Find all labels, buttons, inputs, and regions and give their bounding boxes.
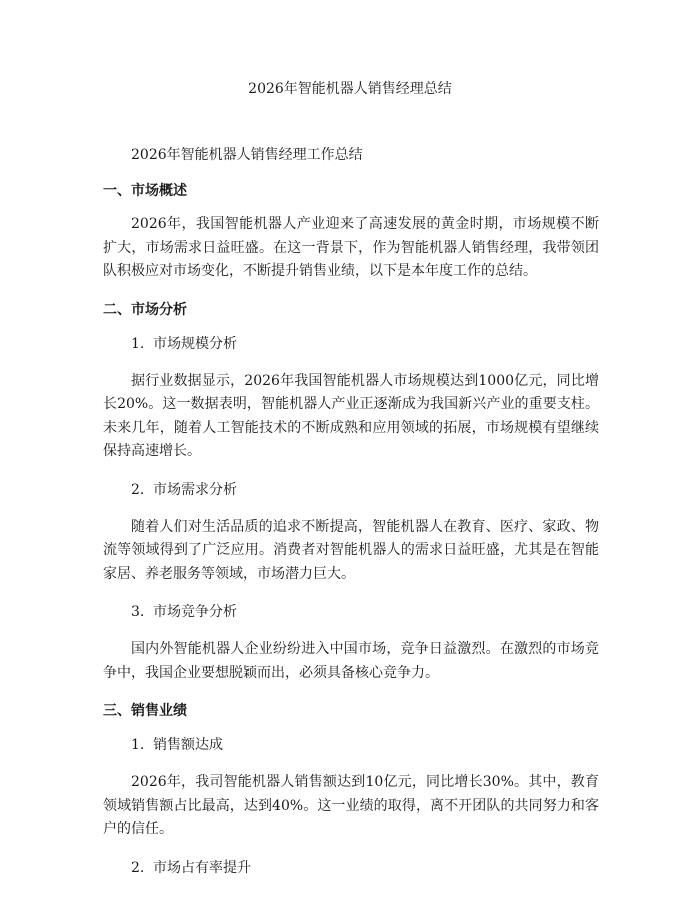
document-body bbox=[103, 143, 599, 894]
subheading-title: 市场占有率提升 bbox=[153, 859, 251, 876]
subheading-sales-achieved bbox=[103, 733, 599, 757]
subheading-number: 3. bbox=[131, 604, 145, 620]
paragraph-sales-achieved: 2026年，我司智能机器人销售额达到10亿元，同比增长30%。其中，教育领域销售额占比最高，达到40%。这一业绩的取得，离不开团队的共同努力和客户的信任。 bbox=[103, 774, 599, 837]
paragraph-market-competition: 国内外智能机器人企业纷纷进入中国市场，竞争日益激烈。在激烈的市场竞争中，我国企业要想脱颖而出，必须具备核心竞争力。 bbox=[103, 641, 599, 681]
document-subtitle: 2026年智能机器人销售经理工作总结 bbox=[131, 147, 363, 163]
subheading-number: 2. bbox=[131, 481, 145, 498]
subheading-market-demand bbox=[103, 478, 599, 502]
subheading-title: 市场需求分析 bbox=[153, 481, 237, 498]
subheading-title: 销售额达成 bbox=[153, 737, 223, 753]
paragraph-market-size: 据行业数据显示，2026年我国智能机器人市场规模达到1000亿元，同比增长20%。这一数据表明，智能机器人产业正逐渐成为我国新兴产业的重要支柱。未来几年，随着人工智能技术的不断成熟和应用领域的拓展，市场规模有望继续保持高速增长。 bbox=[103, 372, 599, 459]
subheading-title: 市场规模分析 bbox=[153, 335, 237, 352]
paragraph-market-demand: 随着人们对生活品质的追求不断提高，智能机器人在教育、医疗、家政、物流等领域得到了广泛应用。消费者对智能机器人的需求日益旺盛，尤其是在智能家居、养老服务等领域，市场潜力巨大。 bbox=[103, 518, 599, 582]
paragraph-market-overview: 2026年，我国智能机器人产业迎来了高速发展的黄金时期，市场规模不断扩大，市场需求日益旺盛。在这一背景下，作为智能机器人销售经理，我带领团队积极应对市场变化，不断提升销售业绩，以下是本年度工作的总结。 bbox=[103, 216, 599, 279]
subheading-market-size bbox=[103, 332, 599, 356]
subheading-number: 1. bbox=[131, 737, 145, 753]
subheading-number: 1. bbox=[131, 335, 145, 352]
section-heading-market-overview: 一、市场概述 bbox=[103, 183, 187, 199]
subheading-market-share bbox=[103, 856, 599, 880]
section-heading-market-analysis: 二、市场分析 bbox=[103, 301, 187, 318]
subheading-number: 2. bbox=[131, 859, 145, 876]
subheading-market-competition bbox=[103, 600, 599, 624]
section-heading-sales-performance: 三、销售业绩 bbox=[103, 703, 187, 719]
document-title: 2026年智能机器人销售经理总结 bbox=[248, 81, 452, 97]
subheading-title: 市场竞争分析 bbox=[153, 604, 237, 620]
